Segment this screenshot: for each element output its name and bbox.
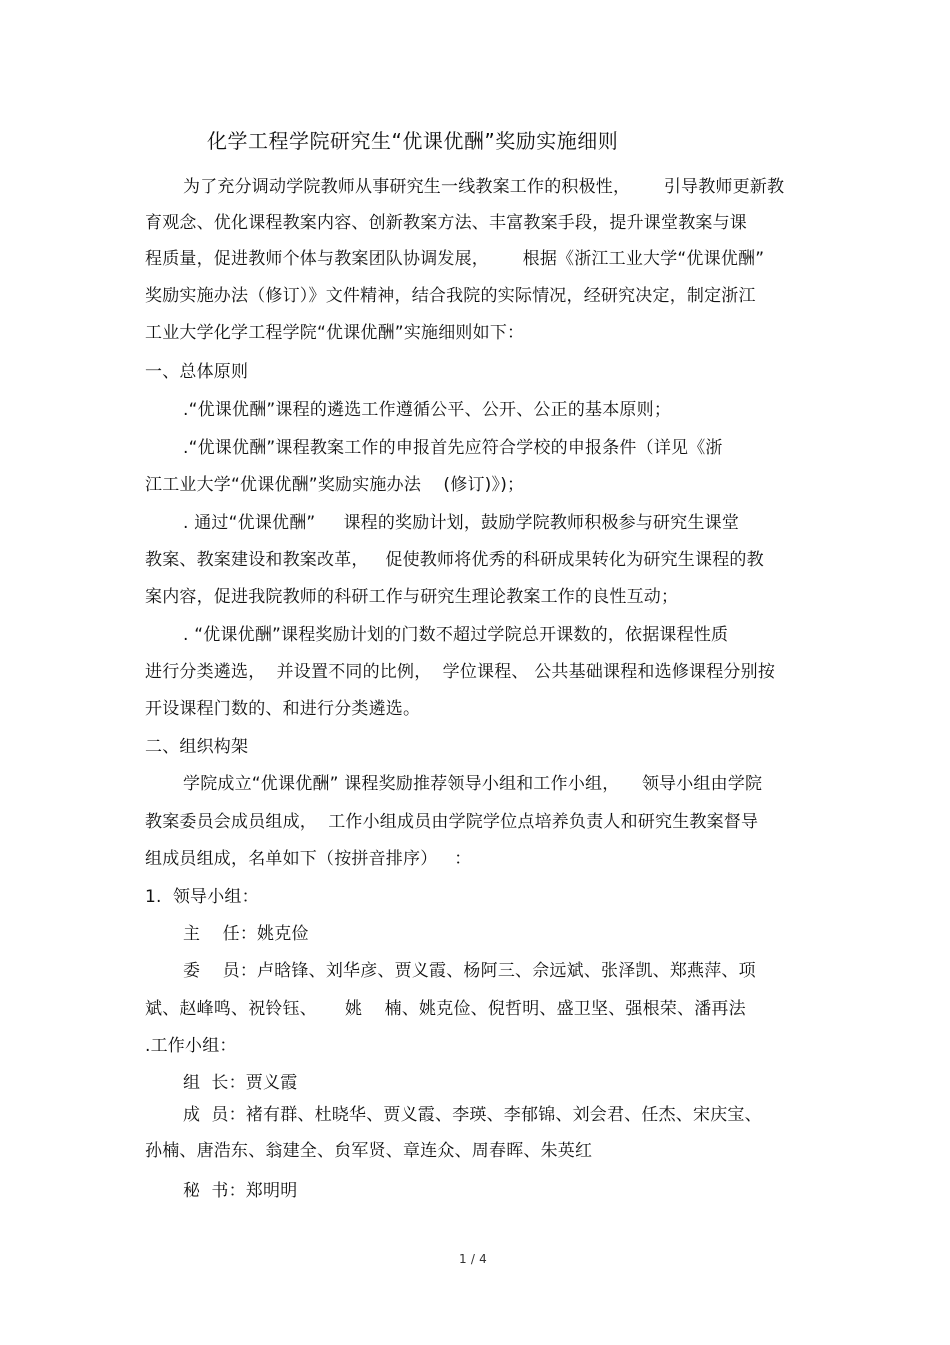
work-group-secretary: 秘 书：郑明明 <box>183 1181 298 1201</box>
principle-line: 案内容，促进我院教师的科研工作与研究生理论教案工作的良性互动； <box>145 587 679 607</box>
leader-group-director: 主 任：姚克俭 <box>183 924 309 944</box>
organization-line: 教案委员会成员组成， 工作小组成员由学院学位点培养负责人和研究生教案督导 <box>145 812 759 832</box>
leader-group-heading: 1. 领导小组： <box>145 887 259 907</box>
principle-line: .“优课优酬”课程教案工作的申报首先应符合学校的申报条件（详见《浙 <box>183 438 723 458</box>
work-group-members: 成 员：褚有群、杜晓华、贾义霞、李瑛、李郁锦、刘会君、任杰、宋庆宝、 <box>183 1105 762 1125</box>
principle-line: 开设课程门数的、和进行分类遴选。 <box>145 699 421 719</box>
section-heading: 一、总体原则 <box>145 362 249 382</box>
principle-line: .“优课优酬”课程的遴选工作遵循公平、公开、公正的基本原则； <box>183 400 672 420</box>
principle-line: . 通过“优课优酬” 课程的奖励计划，鼓励学院教师积极参与研究生课堂 <box>183 513 740 533</box>
document-title: 化学工程学院研究生“优课优酬”奖励实施细则 <box>207 129 619 153</box>
page-number: 1 / 4 <box>459 1252 487 1266</box>
work-group-members: 孙楠、唐浩东、翁建全、贠军贤、章连众、周春晖、朱英红 <box>145 1141 593 1161</box>
leader-group-members: 委 员：卢晗锋、刘华彦、贾义霞、杨阿三、佘远斌、张泽凯、郑燕萍、项 <box>183 961 756 981</box>
organization-line: 学院成立“优课优酬” 课程奖励推荐领导小组和工作小组， 领导小组由学院 <box>183 774 763 794</box>
principle-line: 进行分类遴选， 并设置不同的比例， 学位课程、 公共基础课程和选修课程分别按 <box>145 662 776 682</box>
intro-line: 程质量，促进教师个体与教案团队协调发展， 根据《浙江工业大学“优课优酬” <box>145 249 765 269</box>
principle-line: 江工业大学“优课优酬”奖励实施办法 (修订)》)； <box>145 475 525 495</box>
intro-line: 奖励实施办法（修订）》文件精神，结合我院的实际情况，经研究决定，制定浙江 <box>145 286 756 306</box>
work-group-leader: 组 长：贾义霞 <box>183 1073 298 1093</box>
work-group-heading: .工作小组： <box>145 1036 237 1056</box>
intro-line: 育观念、优化课程教案内容、创新教案方法、丰富教案手段，提升课堂教案与课 <box>145 213 747 233</box>
intro-line: 为了充分调动学院教师从事研究生一线教案工作的积极性， 引导教师更新教 <box>183 177 785 197</box>
section-heading: 二、组织构架 <box>145 737 249 757</box>
principle-line: . “优课优酬”课程奖励计划的门数不超过学院总开课数的，依据课程性质 <box>183 625 729 645</box>
organization-line: 组成员组成，名单如下（按拼音排序） ： <box>145 849 472 869</box>
principle-line: 教案、教案建设和教案改革， 促使教师将优秀的科研成果转化为研究生课程的教 <box>145 550 764 570</box>
intro-line: 工业大学化学工程学院“优课优酬”实施细则如下： <box>145 323 525 343</box>
leader-group-members: 斌、赵峰鸣、祝铃钰、 姚 楠、姚克俭、倪哲明、盛卫坚、强根荣、潘再法 <box>145 999 746 1019</box>
